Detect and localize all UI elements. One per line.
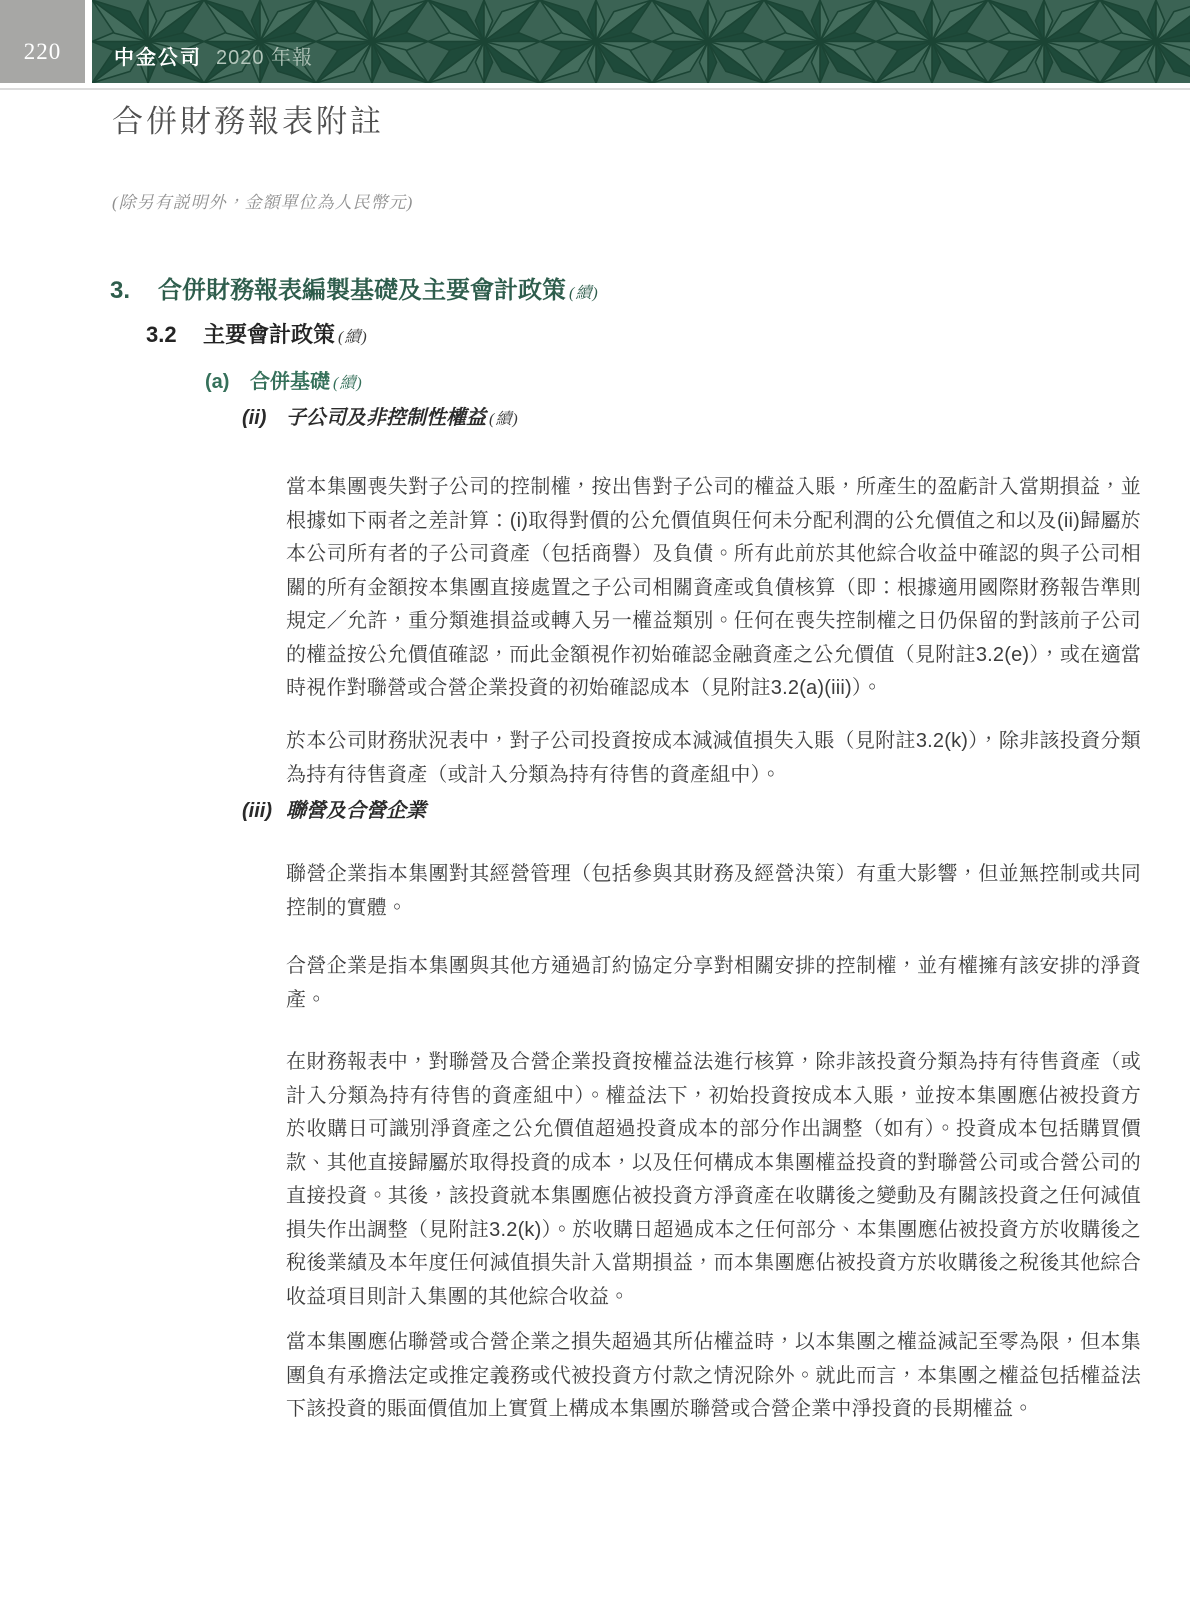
paragraph-equity-method: 在財務報表中，對聯營及合營企業投資按權益法進行核算，除非該投資分類為持有待售資產（或計入分類為持有待售的資產組中）。權益法下，初始投資按成本入賬，並按本集團應佔被投資方於收購日可識別淨資產之公允價值超過投資成本的部分作出調整（如有）。投資成本包括購買價款、其他直接歸屬於取得投資的成本，以及任何構成本集團權益投資的對聯營公司或合營公司的直接投資。其後，該投資就本集團應佔被投資方淨資產在收購後之變動及有關該投資之任何減值損失作出調整（見附註3.2(k)）。於收購日超過成本之任何部分、本集團應佔被投資方於收購後之稅後業績及本年度任何減值損失計入當期損益，而本集團應佔被投資方於收購後之稅後其他綜合收益項目則計入集團的其他綜合收益。 — [286, 1051, 1141, 1308]
report-edition: 2020 年報 — [216, 47, 314, 69]
header-gap — [85, 0, 92, 83]
section-a-heading — [205, 365, 363, 394]
section-a-continued-mark: (續) — [333, 375, 363, 392]
section-3-2-number: 3.2 — [146, 322, 177, 347]
paragraph-loss-of-control: 當本集團喪失對子公司的控制權，按出售對子公司的權益入賬，所產生的盈虧計入當期損益，並根據如下兩者之差計算：(i)取得對價的公允價值與任何未分配利潤的公允價值之和以及(ii)歸屬於本公司所有者的子公司資產（包括商譽）及負債。所有此前於其他綜合收益中確認的與子公司相關的所有金額按本集團直接處置之子公司相關資產或負債核算（即：根據適用國際財務報告準則規定／允許，重分類進損益或轉入另一權益類別。任何在喪失控制權之日仍保留的對該前子公司的權益按公允價值確認，而此金額視作初始確認金融資產之公允價值（見附註3.2(e)），或在適當時視作對聯營或合營企業投資的初始確認成本（見附註3.2(a)(iii)）。 — [286, 476, 1141, 699]
header-brand-line — [114, 48, 313, 68]
section-3-title: 合併財務報表編製基礎及主要會計政策 — [158, 277, 566, 304]
section-3-2-heading — [146, 318, 368, 349]
brand-name: 中金公司 — [114, 47, 202, 69]
paragraph-loss-limitation: 當本集團應佔聯營或合營企業之損失超過其所佔權益時，以本集團之權益減記至零為限，但本集團負有承擔法定或推定義務或代被投資方付款之情況除外。就此而言，本集團之權益包括權益法下該投資的賬面價值加上實質上構成本集團於聯營或合營企業中淨投資的長期權益。 — [286, 1331, 1141, 1420]
item-ii-title: 子公司及非控制性權益 — [286, 407, 486, 429]
page-number: 220 — [23, 38, 62, 64]
currency-unit-note: (除另有説明外，金額單位為人民幣元) — [112, 193, 414, 212]
section-3-number: 3. — [110, 277, 131, 304]
item-iii-number: (iii) — [242, 800, 272, 822]
document-title: 合併財務報表附註 — [112, 104, 384, 139]
section-a-number: (a) — [205, 371, 230, 393]
item-ii-heading — [242, 401, 519, 430]
item-iii-title: 聯營及合營企業 — [286, 800, 426, 822]
section-3-2-title: 主要會計政策 — [203, 322, 336, 347]
header-band — [92, 0, 1190, 83]
section-3-heading — [110, 270, 599, 305]
section-3-continued-mark: (續) — [569, 285, 599, 302]
item-ii-continued-mark: (續) — [489, 411, 519, 428]
item-ii-number: (ii) — [242, 407, 267, 429]
paragraph-joint-venture-definition: 合營企業是指本集團與其他方通過訂約協定分享對相關安排的控制權，並有權擁有該安排的淨資產。 — [286, 955, 1141, 1011]
page-number-box — [0, 0, 85, 83]
item-iii-heading — [242, 794, 426, 823]
page-header — [0, 0, 1190, 83]
paragraph-associates-definition: 聯營企業指本集團對其經營管理（包括參與其財務及經營決策）有重大影響，但並無控制或共同控制的實體。 — [286, 863, 1141, 919]
asanoha-pattern-icon — [92, 0, 1190, 83]
paragraph-company-statement: 於本公司財務狀況表中，對子公司投資按成本減減值損失入賬（見附註3.2(k)），除非該投資分類為持有待售資產（或計入分類為持有待售的資產組中）。 — [286, 730, 1141, 786]
section-a-title: 合併基礎 — [250, 371, 330, 393]
header-divider — [0, 88, 1190, 90]
section-3-2-continued-mark: (續) — [338, 329, 368, 346]
